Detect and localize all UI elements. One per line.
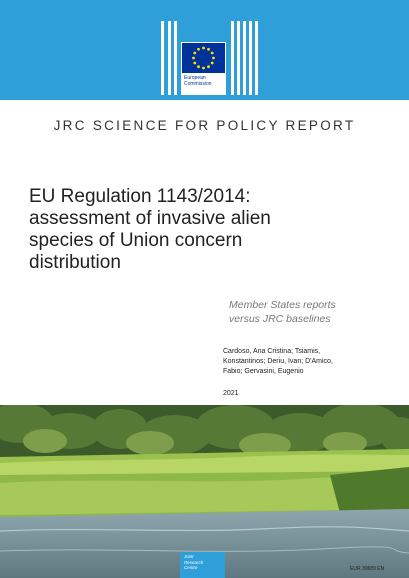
title-line: assessment of invasive alien bbox=[29, 208, 271, 229]
jrc-logo-line: Joint bbox=[184, 554, 194, 559]
publication-year: 2021 bbox=[223, 390, 239, 397]
logo-text bbox=[184, 75, 212, 87]
header-banner bbox=[0, 0, 409, 100]
authors-line: Fabio; Gervasini, Eugenio bbox=[223, 368, 304, 375]
report-number: EUR 30689 EN bbox=[350, 566, 385, 572]
banner-stripe bbox=[168, 21, 171, 95]
banner-stripe bbox=[174, 21, 177, 95]
jrc-logo-line: Centre bbox=[184, 565, 198, 570]
report-subtitle bbox=[229, 298, 399, 326]
banner-stripe bbox=[231, 21, 234, 95]
banner-stripe bbox=[237, 21, 240, 95]
report-series: JRC SCIENCE FOR POLICY REPORT bbox=[53, 118, 356, 133]
title-line: EU Regulation 1143/2014: bbox=[29, 186, 251, 207]
title-line: species of Union concern bbox=[29, 230, 243, 251]
banner-stripe bbox=[161, 21, 164, 95]
jrc-logo bbox=[180, 552, 225, 578]
eu-flag-icon bbox=[182, 43, 225, 73]
subtitle-line: versus JRC baselines bbox=[229, 313, 331, 325]
banner-stripe bbox=[249, 21, 252, 95]
banner-stripe bbox=[243, 21, 246, 95]
jrc-logo-text bbox=[184, 554, 203, 571]
subtitle-line: Member States reports bbox=[229, 299, 336, 311]
european-commission-logo bbox=[181, 42, 226, 95]
authors-line: Cardoso, Ana Cristina; Tsiamis, bbox=[223, 348, 321, 355]
authors bbox=[223, 347, 403, 377]
logo-line: Commission bbox=[184, 81, 212, 87]
title-line: distribution bbox=[29, 252, 121, 273]
logo-line: European bbox=[184, 75, 206, 81]
banner-stripe bbox=[255, 21, 258, 95]
report-title bbox=[29, 186, 389, 274]
authors-line: Konstantinos; Deriu, Ivan; D'Amico, bbox=[223, 358, 333, 365]
jrc-logo-line: Research bbox=[184, 559, 204, 565]
